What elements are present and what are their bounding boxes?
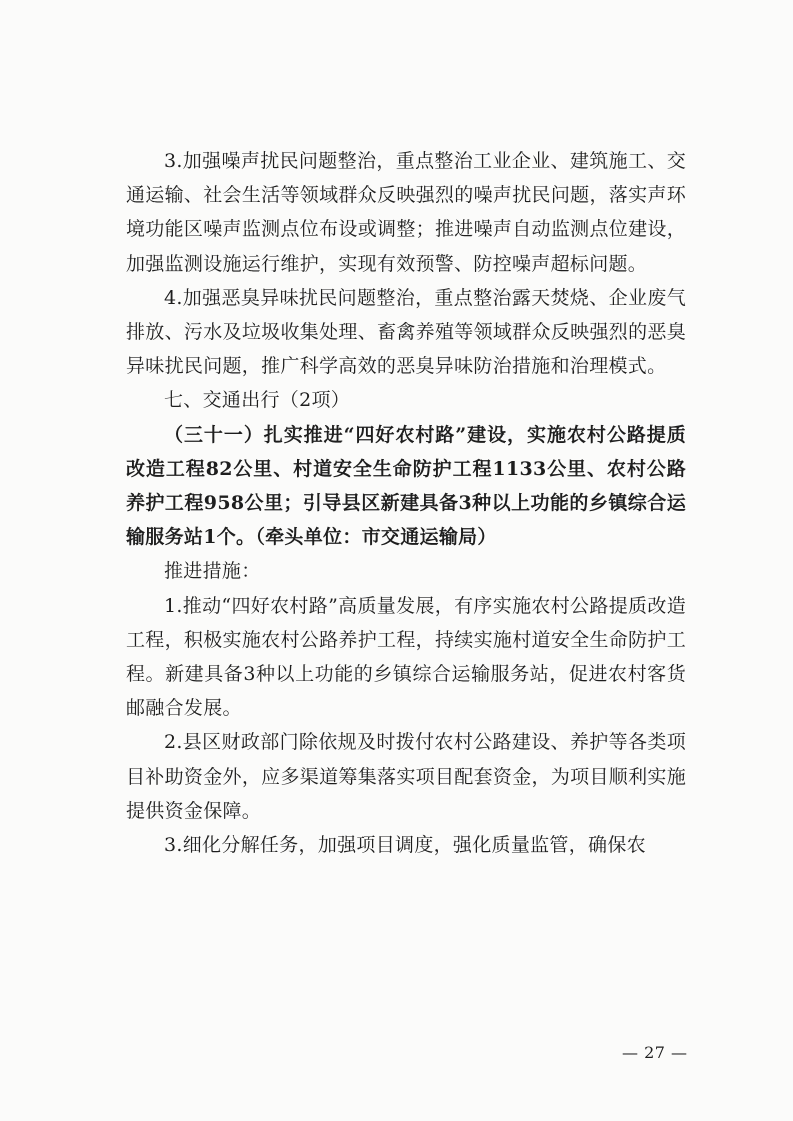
measures-heading: 推进措施： [164,560,261,583]
paragraph-odor-control: 4.加强恶臭异味扰民问题整治，重点整治露天焚烧、企业废气排放、污水及垃圾收集处理、畜禽养殖等领域群众反映强烈的恶臭异味扰民问题，推广科学高效的恶臭异味防治措施和治理模式。 [126,286,686,378]
measure-1: 1.推动“四好农村路”高质量发展，有序实施农村公路提质改造工程，积极实施农村公路养护工程，持续实施村道安全生命防护工程。新建具备3种以上功能的乡镇综合运输服务站，促进农村客货邮融合发展。 [126,594,686,720]
paragraph-noise-control: 3.加强噪声扰民问题整治，重点整治工业企业、建筑施工、交通运输、社会生活等领域群众反映强烈的噪声扰民问题，落实声环境功能区噪声监测点位布设或调整；推进噪声自动监测点位建设，加强监测设施运行维护，实现有效预警、防控噪声超标问题。 [126,150,686,275]
page-number: — 27 — [622,1043,688,1062]
measure-3: 3.细化分解任务，加强项目调度，强化质量监管，确保农 [164,834,646,857]
document-body [126,144,686,862]
task-31-rural-roads: （三十一）扎实推进“四好农村路”建设，实施农村公路提质改造工程82公里、村道安全生命防护工程1133公里、农村公路养护工程958公里；引导县区新建具备3种以上功能的乡镇综合运输服务站1个。（牵头单位：市交通运输局） [126,423,686,549]
section-heading-transport: 七、交通出行（2项） [164,389,351,412]
measure-2: 2.县区财政部门除依规及时拨付农村公路建设、养护等各类项目补助资金外，应多渠道筹集落实项目配套资金，为项目顺利实施提供资金保障。 [126,731,686,822]
